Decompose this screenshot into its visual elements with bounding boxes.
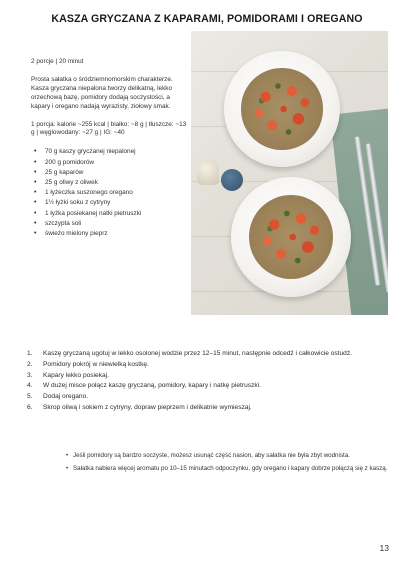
tip-item: • Jeśli pomidory są bardzo soczyste, możesz usunąć część nasion, aby sałatka nie była zbyt wodnista. [66, 451, 388, 462]
ingredient-item: • 1 łyżeczka suszonego oregano [31, 188, 189, 198]
ingredient-item: • 200 g pomidorów [31, 158, 189, 168]
bullet-icon: • [34, 178, 37, 186]
bullet-icon: • [34, 189, 37, 197]
step-item: 3. Kapary lekko posiekaj. [27, 371, 109, 379]
recipe-intro: Prosta sałatka o śródziemnomorskim charakterze. Kasza gryczana niepalona tworzy delikatną, lekko orzechową bazę, pomidory dodają soczystości, a kapary i oregano nadają wyrazisty, ziołowy smak. [31, 75, 173, 110]
bullet-icon: • [66, 464, 69, 472]
servings-time: 2 porcje | 20 minut [31, 58, 84, 65]
ingredient-item: • 70 g kaszy gryczanej niepalonej [31, 147, 189, 157]
ingredient-item: • 1 łyżka posiekanej natki pietruszki [31, 209, 189, 219]
salad-bowl [224, 51, 340, 167]
bullet-icon: • [34, 199, 37, 207]
ingredient-item: • 25 g oliwy z oliwek [31, 178, 189, 188]
ingredient-list [31, 147, 189, 239]
step-item: 1. Kaszę gryczaną ugotuj w lekko osolonej wodzie przez 12–15 minut, następnie odcedź i całkowicie ostudź. [27, 350, 352, 357]
ingredient-item: • szczypta soli [31, 219, 189, 229]
recipe-info-column [31, 58, 189, 239]
tip-item: • Sałatka nabiera więcej aromatu po 10–15 minutach odpoczynku, gdy oregano i kapary dobrze połączą się z kaszą. [66, 464, 388, 475]
bullet-icon: • [34, 158, 37, 166]
bullet-icon: • [34, 219, 37, 227]
preparation-steps [27, 349, 387, 414]
bullet-icon: • [34, 148, 37, 156]
ingredient-item: • 25 g kaparów [31, 168, 189, 178]
ingredient-item: • 1½ łyżki soku z cytryny [31, 198, 189, 208]
bullet-icon: • [66, 452, 69, 459]
step-item: 5. Dodaj oregano. [27, 393, 89, 401]
salt-shaker [197, 159, 219, 185]
step-item: 6. Skrop oliwą i sokiem z cytryny, dopraw pieprzem i delikatnie wymieszaj. [27, 403, 252, 411]
recipe-tips [66, 451, 388, 476]
step-item: 4. W dużej misce połącz kaszę gryczaną, pomidory, kapary i natkę pietruszki. [27, 382, 261, 390]
bullet-icon: • [34, 168, 37, 176]
bullet-icon: • [34, 229, 37, 237]
recipe-photo [191, 31, 388, 315]
salad-bowl [231, 177, 351, 297]
ingredient-item: • świeżo mielony pieprz [31, 229, 189, 239]
nutrition-info: 1 porcja: kalorie ~255 kcal | białko: ~8 g | tłuszcze: ~13 g | węglowodany: ~27 g | IG: ~40 [31, 120, 187, 137]
bullet-icon: • [34, 209, 37, 217]
recipe-title: KASZA GRYCZANA Z KAPARAMI, POMIDORAMI I OREGANO [51, 13, 363, 25]
step-item: 2. Pomidory pokrój w niewielką kostkę. [27, 360, 149, 368]
page-number: 13 [379, 543, 389, 553]
pepper-shaker [221, 169, 243, 191]
